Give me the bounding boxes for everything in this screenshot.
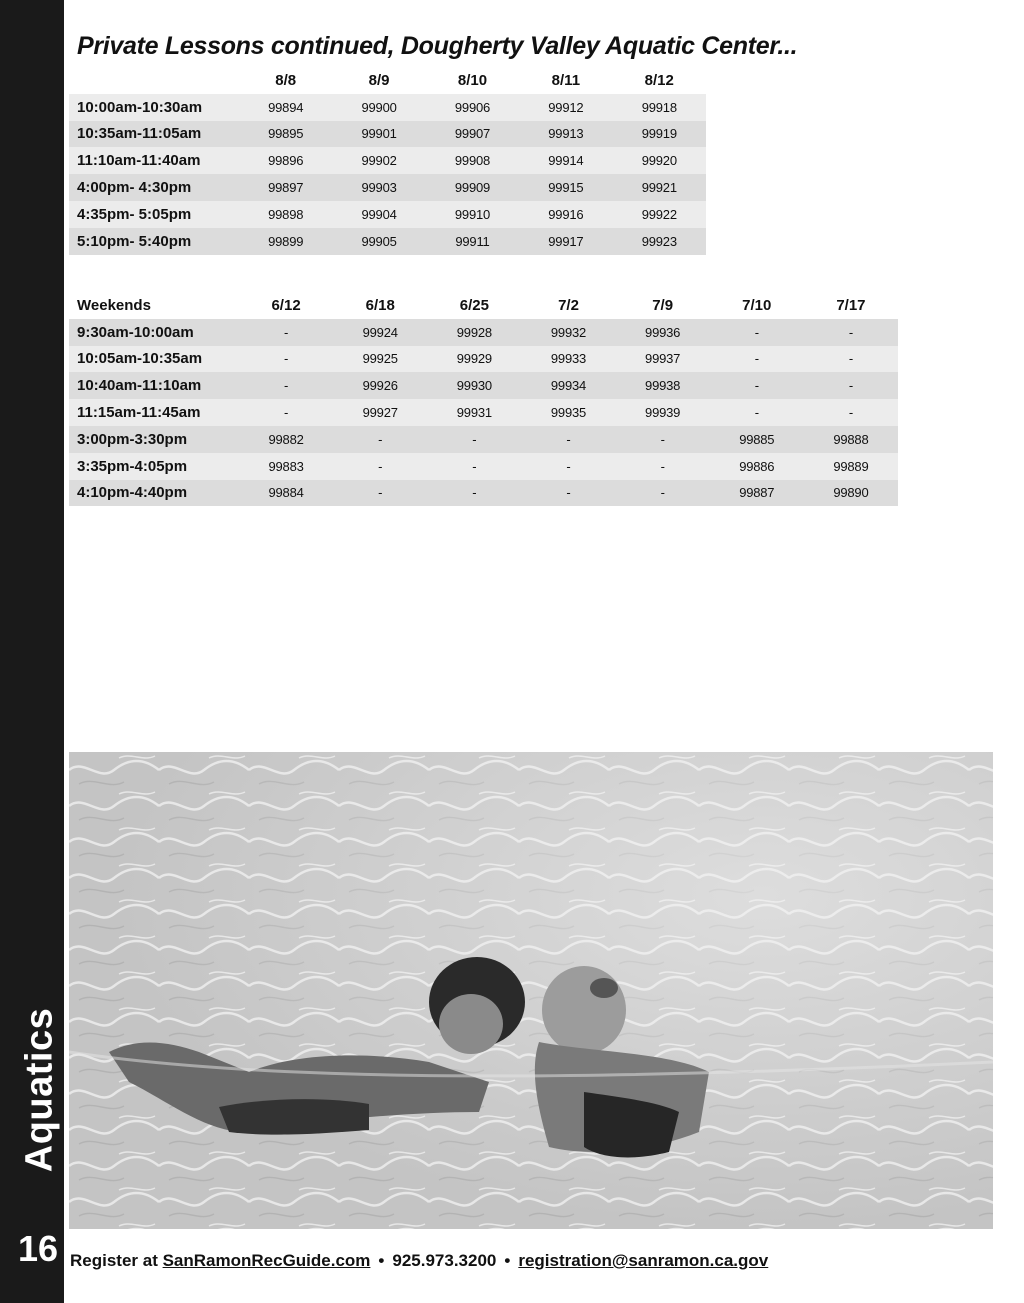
course-code-cell: 99909 bbox=[426, 174, 519, 201]
course-code-cell: 99927 bbox=[333, 399, 427, 426]
header-cell-weekends: Weekends bbox=[69, 292, 239, 319]
table-row bbox=[69, 94, 706, 121]
footer-prefix: Register at bbox=[70, 1251, 163, 1270]
table-row bbox=[69, 147, 706, 174]
course-code-cell: 99898 bbox=[239, 201, 332, 228]
course-code-cell: 99908 bbox=[426, 147, 519, 174]
swim-lesson-photo bbox=[69, 752, 993, 1229]
table-row bbox=[69, 480, 898, 507]
time-cell: 3:35pm-4:05pm bbox=[69, 453, 239, 480]
header-cell-date: 8/9 bbox=[332, 67, 425, 94]
course-code-cell: - bbox=[616, 480, 710, 507]
course-code-cell: - bbox=[710, 319, 804, 346]
course-code-cell: 99929 bbox=[427, 346, 521, 373]
time-cell: 4:00pm- 4:30pm bbox=[69, 174, 239, 201]
footer-contact-line bbox=[70, 1251, 768, 1271]
course-code-cell: - bbox=[616, 453, 710, 480]
header-cell-date: 7/17 bbox=[804, 292, 898, 319]
time-cell: 10:40am-11:10am bbox=[69, 372, 239, 399]
table-row bbox=[69, 453, 898, 480]
course-code-cell: - bbox=[239, 346, 333, 373]
course-code-cell: - bbox=[616, 426, 710, 453]
course-code-cell: - bbox=[710, 346, 804, 373]
course-code-cell: 99883 bbox=[239, 453, 333, 480]
course-code-cell: - bbox=[710, 399, 804, 426]
table-header-row bbox=[69, 67, 706, 94]
weekend-schedule-table bbox=[69, 292, 898, 506]
course-code-cell: 99882 bbox=[239, 426, 333, 453]
time-cell: 10:35am-11:05am bbox=[69, 121, 239, 148]
course-code-cell: - bbox=[333, 480, 427, 507]
course-code-cell: 99924 bbox=[333, 319, 427, 346]
page-number: 16 bbox=[18, 1228, 59, 1269]
course-code-cell: - bbox=[427, 453, 521, 480]
course-code-cell: 99912 bbox=[519, 94, 612, 121]
course-code-cell: 99895 bbox=[239, 121, 332, 148]
course-code-cell: 99904 bbox=[332, 201, 425, 228]
course-code-cell: 99939 bbox=[616, 399, 710, 426]
course-code-cell: 99913 bbox=[519, 121, 612, 148]
course-code-cell: 99902 bbox=[332, 147, 425, 174]
course-code-cell: 99890 bbox=[804, 480, 898, 507]
phone-number: 925.973.3200 bbox=[392, 1251, 497, 1270]
course-code-cell: 99919 bbox=[613, 121, 706, 148]
table-row bbox=[69, 372, 898, 399]
course-code-cell: 99930 bbox=[427, 372, 521, 399]
time-cell: 5:10pm- 5:40pm bbox=[69, 228, 239, 255]
time-cell: 11:10am-11:40am bbox=[69, 147, 239, 174]
table-row bbox=[69, 399, 898, 426]
course-code-cell: 99917 bbox=[519, 228, 612, 255]
course-code-cell: 99886 bbox=[710, 453, 804, 480]
header-cell-date: 7/9 bbox=[616, 292, 710, 319]
time-cell: 10:00am-10:30am bbox=[69, 94, 239, 121]
header-cell-date: 8/11 bbox=[519, 67, 612, 94]
course-code-cell: 99931 bbox=[427, 399, 521, 426]
header-cell-date: 7/10 bbox=[710, 292, 804, 319]
table-row bbox=[69, 426, 898, 453]
course-code-cell: 99896 bbox=[239, 147, 332, 174]
course-code-cell: - bbox=[804, 399, 898, 426]
course-code-cell: - bbox=[239, 319, 333, 346]
course-code-cell: - bbox=[710, 372, 804, 399]
course-code-cell: - bbox=[804, 346, 898, 373]
footer-separator: • bbox=[378, 1251, 385, 1270]
course-code-cell: - bbox=[804, 372, 898, 399]
course-code-cell: - bbox=[333, 453, 427, 480]
course-code-cell: 99901 bbox=[332, 121, 425, 148]
course-code-cell: 99905 bbox=[332, 228, 425, 255]
course-code-cell: 99897 bbox=[239, 174, 332, 201]
course-code-cell: 99915 bbox=[519, 174, 612, 201]
course-code-cell: 99916 bbox=[519, 201, 612, 228]
time-cell: 11:15am-11:45am bbox=[69, 399, 239, 426]
course-code-cell: - bbox=[521, 480, 615, 507]
course-code-cell: 99936 bbox=[616, 319, 710, 346]
course-code-cell: 99923 bbox=[613, 228, 706, 255]
course-code-cell: - bbox=[239, 399, 333, 426]
course-code-cell: 99937 bbox=[616, 346, 710, 373]
time-cell: 4:35pm- 5:05pm bbox=[69, 201, 239, 228]
header-cell-date: 6/25 bbox=[427, 292, 521, 319]
course-code-cell: 99888 bbox=[804, 426, 898, 453]
header-cell-date: 8/8 bbox=[239, 67, 332, 94]
course-code-cell: 99900 bbox=[332, 94, 425, 121]
header-cell-time bbox=[69, 67, 239, 94]
course-code-cell: - bbox=[427, 426, 521, 453]
website-link[interactable]: SanRamonRecGuide.com bbox=[162, 1251, 371, 1270]
email-link[interactable]: registration@sanramon.ca.gov bbox=[518, 1251, 769, 1270]
course-code-cell: - bbox=[804, 319, 898, 346]
header-cell-date: 7/2 bbox=[521, 292, 615, 319]
course-code-cell: 99899 bbox=[239, 228, 332, 255]
page-title: Private Lessons continued, Dougherty Valley Aquatic Center... bbox=[77, 32, 798, 60]
course-code-cell: 99928 bbox=[427, 319, 521, 346]
course-code-cell: 99884 bbox=[239, 480, 333, 507]
sidebar-band bbox=[0, 0, 64, 1303]
time-cell: 4:10pm-4:40pm bbox=[69, 480, 239, 507]
section-label: Aquatics bbox=[18, 1007, 61, 1173]
course-code-cell: 99918 bbox=[613, 94, 706, 121]
course-code-cell: - bbox=[239, 372, 333, 399]
course-code-cell: 99894 bbox=[239, 94, 332, 121]
time-cell: 3:00pm-3:30pm bbox=[69, 426, 239, 453]
course-code-cell: 99906 bbox=[426, 94, 519, 121]
course-code-cell: 99932 bbox=[521, 319, 615, 346]
course-code-cell: 99921 bbox=[613, 174, 706, 201]
footer-separator: • bbox=[504, 1251, 511, 1270]
course-code-cell: 99911 bbox=[426, 228, 519, 255]
table-row bbox=[69, 121, 706, 148]
course-code-cell: 99910 bbox=[426, 201, 519, 228]
course-code-cell: 99935 bbox=[521, 399, 615, 426]
course-code-cell: 99920 bbox=[613, 147, 706, 174]
course-code-cell: - bbox=[427, 480, 521, 507]
course-code-cell: 99933 bbox=[521, 346, 615, 373]
header-cell-date: 8/10 bbox=[426, 67, 519, 94]
header-cell-date: 6/12 bbox=[239, 292, 333, 319]
weekday-schedule-table bbox=[69, 67, 706, 255]
time-cell: 10:05am-10:35am bbox=[69, 346, 239, 373]
course-code-cell: 99925 bbox=[333, 346, 427, 373]
course-code-cell: 99907 bbox=[426, 121, 519, 148]
course-code-cell: 99934 bbox=[521, 372, 615, 399]
table-row bbox=[69, 319, 898, 346]
table-row bbox=[69, 228, 706, 255]
course-code-cell: 99914 bbox=[519, 147, 612, 174]
course-code-cell: 99887 bbox=[710, 480, 804, 507]
table-row bbox=[69, 346, 898, 373]
course-code-cell: 99922 bbox=[613, 201, 706, 228]
course-code-cell: 99885 bbox=[710, 426, 804, 453]
course-code-cell: - bbox=[521, 453, 615, 480]
course-code-cell: 99938 bbox=[616, 372, 710, 399]
course-code-cell: 99903 bbox=[332, 174, 425, 201]
time-cell: 9:30am-10:00am bbox=[69, 319, 239, 346]
course-code-cell: 99889 bbox=[804, 453, 898, 480]
course-code-cell: - bbox=[521, 426, 615, 453]
table-row bbox=[69, 174, 706, 201]
table-row bbox=[69, 201, 706, 228]
course-code-cell: 99926 bbox=[333, 372, 427, 399]
header-cell-date: 6/18 bbox=[333, 292, 427, 319]
header-cell-date: 8/12 bbox=[613, 67, 706, 94]
course-code-cell: - bbox=[333, 426, 427, 453]
table-header-row bbox=[69, 292, 898, 319]
